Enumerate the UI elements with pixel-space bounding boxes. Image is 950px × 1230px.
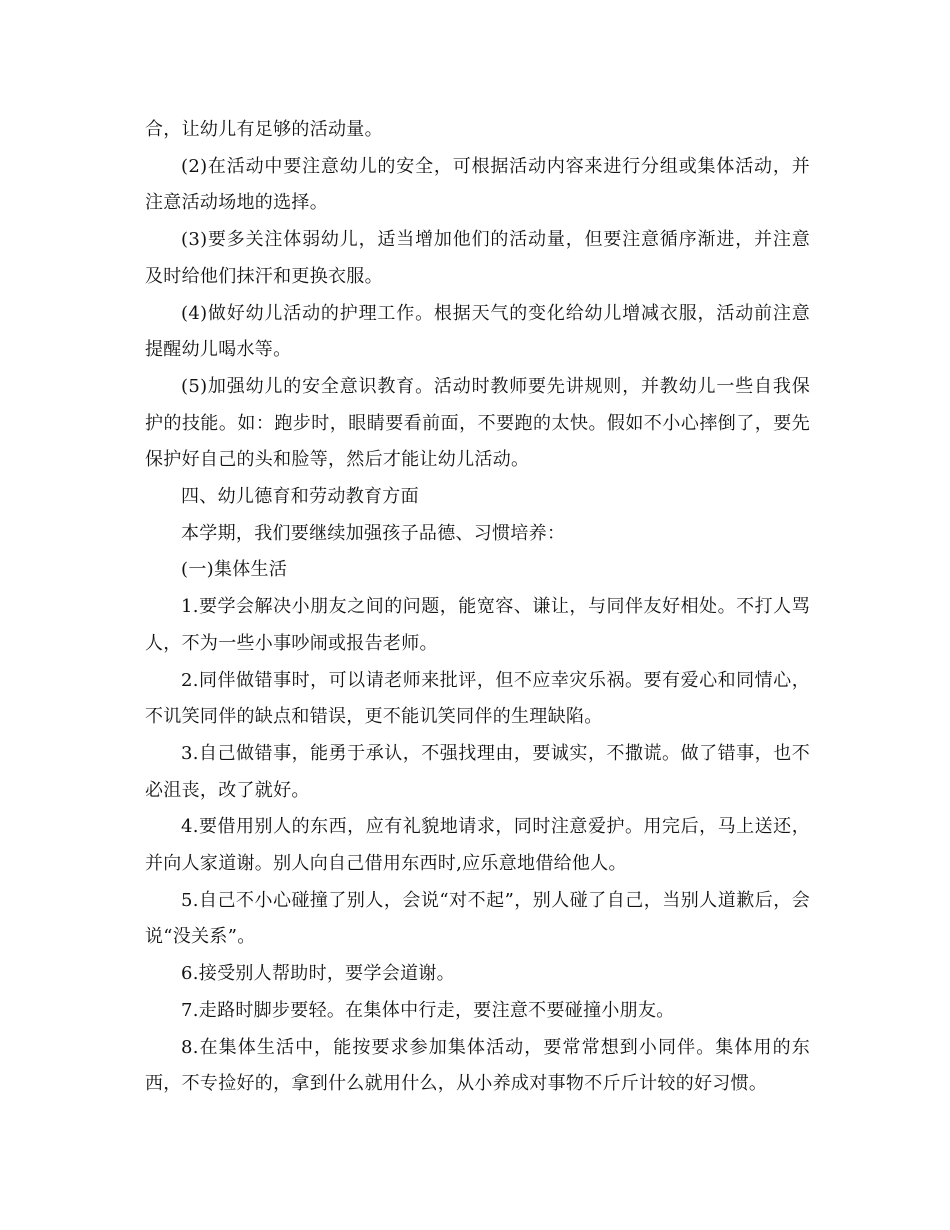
list-item-8: 8.在集体生活中，能按要求参加集体活动，要常常想到小同伴。集体用的东西，不专捡好的，拿到什么就用什么，从小养成对事物不斤斤计较的好习惯。 (145, 1036, 810, 1095)
document-body (145, 112, 810, 1103)
paragraph-intro: 本学期，我们要继续加强孩子品德、习惯培养： (181, 522, 566, 544)
paragraph-item-4: (4)做好幼儿活动的护理工作。根据天气的变化给幼儿增减衣服，活动前注意提醒幼儿喝水等。 (145, 302, 810, 361)
paragraph-item-2: (2)在活动中要注意幼儿的安全，可根据活动内容来进行分组或集体活动，并注意活动场地的选择。 (145, 155, 810, 214)
paragraph-item-3: (3)要多关注体弱幼儿，适当增加他们的活动量，但要注意循序渐进，并注意及时给他们抹汗和更换衣服。 (145, 229, 810, 287)
paragraph-item-5: (5)加强幼儿的安全意识教育。活动时教师要先讲规则，并教幼儿一些自我保护的技能。如：跑步时，眼睛要看前面，不要跑的太快。假如不小心摔倒了，要先保护好自己的头和脸等，然后才能让幼儿活动。 (145, 375, 810, 471)
list-item-4: 4.要借用别人的东西，应有礼貌地请求，同时注意爱护。用完后，马上送还，并向人家道谢。别人向自己借用东西时,应乐意地借给他人。 (145, 816, 810, 875)
list-item-7: 7.走路时脚步要轻。在集体中行走，要注意不要碰撞小朋友。 (181, 999, 675, 1021)
list-item-6: 6.接受别人帮助时，要学会道谢。 (181, 963, 455, 985)
list-item-1: 1.要学会解决小朋友之间的问题，能宽容、谦让，与同伴友好相处。不打人骂人，不为一些小事吵闹或报告老师。 (145, 596, 810, 654)
list-item-3: 3.自己做错事，能勇于承认，不强找理由，要诚实，不撒谎。做了错事，也不必沮丧，改了就好。 (145, 742, 810, 801)
subsection-heading-1: (一)集体生活 (181, 559, 288, 581)
section-heading-4: 四、幼儿德育和劳动教育方面 (181, 486, 419, 508)
list-item-5: 5.自己不小心碰撞了别人，会说“对不起”，别人碰了自己，当别人道歉后，会说“没关系”。 (145, 889, 810, 948)
paragraph-continuation: 合，让幼儿有足够的活动量。 (145, 119, 383, 140)
list-item-2: 2.同伴做错事时，可以请老师来批评，但不应幸灾乐祸。要有爱心和同情心，不讥笑同伴的缺点和错误，更不能讥笑同伴的生理缺陷。 (145, 669, 810, 728)
